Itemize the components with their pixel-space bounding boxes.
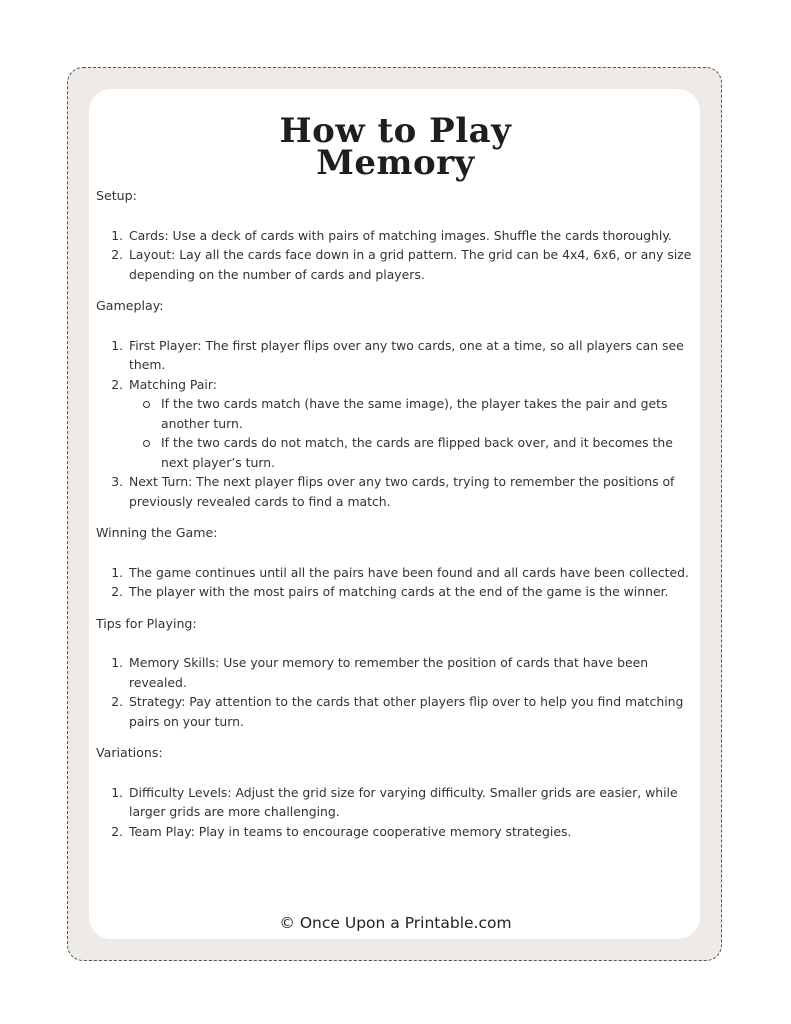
title-line-1: How to Play — [279, 111, 512, 151]
list-item: 2. Team Play: Play in teams to encourage cooperative memory strategies. — [127, 822, 696, 842]
section-gameplay — [96, 296, 696, 511]
instructions — [96, 186, 696, 853]
section-heading: Winning the Game: — [96, 525, 218, 540]
section-heading: Tips for Playing: — [96, 615, 197, 631]
list-item: 1. The game continues until all the pairs have been found and all cards have been collected. — [127, 563, 696, 583]
numbered-list — [96, 653, 696, 731]
numbered-list — [96, 783, 696, 842]
numbered-list — [96, 226, 696, 285]
list-item: 1. Difficulty Levels: Adjust the grid size for varying difficulty. Smaller grids are easier, while larger grids are more challenging. — [127, 783, 696, 822]
numbered-list — [96, 336, 696, 512]
sub-list — [129, 394, 696, 472]
section-heading: Variations: — [96, 745, 163, 760]
section-heading: Gameplay: — [96, 298, 164, 313]
copyright-footer: © Once Upon a Printable.com — [279, 914, 512, 932]
sub-list-item: If the two cards match (have the same image), the player takes the pair and gets another turn. — [141, 394, 696, 433]
list-item: 2. Strategy: Pay attention to the cards that other players flip over to help you find matching pairs on your turn. — [127, 692, 696, 731]
list-item: 3. Next Turn: The next player flips over any two cards, trying to remember the positions of previously revealed cards to find a match. — [127, 472, 696, 511]
list-item: 1. First Player: The first player flips over any two cards, one at a time, so all players can see them. — [127, 336, 696, 375]
list-item: 1. Memory Skills: Use your memory to remember the position of cards that have been revealed. — [127, 653, 696, 692]
section-variations — [96, 743, 696, 841]
section-winning — [96, 523, 696, 602]
list-item-label: Matching Pair: — [129, 376, 217, 392]
list-item: 2. The player with the most pairs of matching cards at the end of the game is the winner. — [127, 582, 696, 602]
list-item: 1. Cards: Use a deck of cards with pairs of matching images. Shuffle the cards thoroughly. — [127, 226, 696, 246]
sub-list-item: If the two cards do not match, the cards are flipped back over, and it becomes the next player’s turn. — [141, 433, 696, 472]
section-tips — [96, 614, 696, 732]
list-item: 2. Layout: Lay all the cards face down in a grid pattern. The grid can be 4x4, 6x6, or any size depending on the number of cards and players. — [127, 245, 696, 284]
section-heading: Setup: — [96, 188, 137, 203]
numbered-list — [96, 563, 696, 602]
list-item — [127, 375, 696, 473]
title-line-2: Memory — [316, 143, 475, 183]
section-setup — [96, 186, 696, 284]
